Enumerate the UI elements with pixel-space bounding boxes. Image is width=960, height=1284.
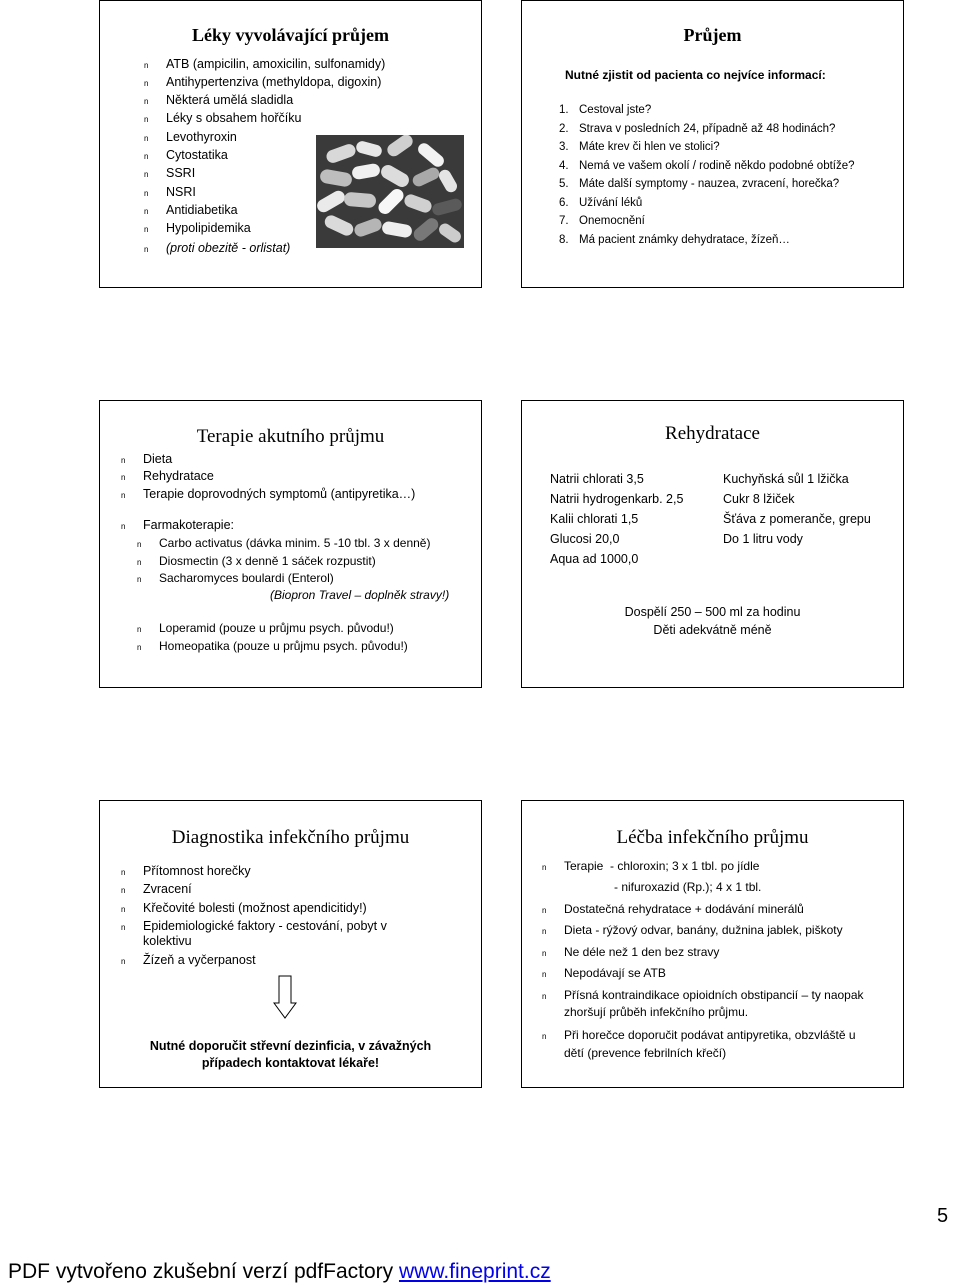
list-item: n Antihypertenziva (methyldopa, digoxin) [144,75,382,89]
question-item: 7. Onemocnění [559,215,645,227]
sub-item: n Sacharomyces boulardi (Enterol) [137,571,334,585]
list-item: n Antidiabetika [144,203,238,217]
list-item: n (proti obezitě - orlistat) [144,241,291,255]
list-item: n Terapie - chloroxin; 3 x 1 tbl. po jídle [542,859,760,873]
home-recipe-line: Kuchyňská sůl 1 lžička [723,472,849,486]
recommendation-text: Nutné doporučit střevní dezinficia, v závažných [149,1039,432,1053]
list-item: n Žízeň a vyčerpanost [121,953,256,967]
sub-item: n Carbo activatus (dávka minim. 5 -10 tbl. 3 x denně) [137,536,431,550]
list-item-continuation: dětí (prevence febrilních křečí) [564,1046,727,1060]
slide-title: Diagnostika infekčního průjmu [171,827,410,848]
recipe-line: Aqua ad 1000,0 [550,552,639,566]
home-recipe-line: Do 1 litru vody [723,532,803,546]
question-item: 3. Máte krev či hlen ve stolici? [559,141,720,153]
list-item: n Léky s obsahem hořčíku [144,111,302,125]
list-item: n Levothyroxin [144,130,237,144]
list-item: n Dostatečná rehydratace + dodávání minerálů [542,902,804,916]
list-item: n Hypolipidemika [144,221,251,235]
sub-item: n Loperamid (pouze u průjmu psych. původu!) [137,621,394,635]
question-item: 1. Cestoval jste? [559,104,652,116]
recipe-line: Glucosi 20,0 [550,532,620,546]
list-item: n Cytostatika [144,148,228,162]
recipe-line: Natrii hydrogenkarb. 2,5 [550,492,684,506]
list-item: n NSRI [144,185,196,199]
list-item: n Ne déle než 1 den bez stravy [542,945,720,959]
slide-drug-induced-diarrhea [99,0,482,288]
list-item: n Farmakoterapie: [121,518,235,532]
intro-text: Nutné zjistit od pacienta co nejvíce informací: [565,68,826,82]
sub-item: n Homeopatika (pouze u průjmu psych. původu!) [137,639,408,653]
list-item: n SSRI [144,166,196,180]
slide-title: Rehydratace [665,423,760,444]
slide-title: Průjem [683,25,742,45]
pdf-footer [8,1260,551,1284]
list-item-continuation: - nifuroxazid (Rp.); 4 x 1 tbl. [614,880,762,894]
home-recipe-line: Šťáva z pomeranče, grepu [723,512,871,526]
question-item: 2. Strava v posledních 24, případně až 48 hodinách? [559,123,836,135]
slide-title: Léky vyvolávající průjem [192,25,389,45]
pills-photo [316,135,464,248]
footer-link[interactable]: www.fineprint.cz [398,1260,551,1283]
list-item: n Terapie doprovodných symptomů (antipyretika…) [121,487,416,501]
list-item: n Dieta [121,452,173,466]
footer-text: PDF vytvořeno zkušební verzí pdfFactory [8,1260,399,1283]
list-item: n Dieta - rýžový odvar, banány, dužnina jablek, piškoty [542,923,843,937]
recipe-line: Kalii chlorati 1,5 [550,512,639,526]
slide-title: Terapie akutního průjmu [196,426,385,447]
down-arrow-icon [273,975,297,1019]
list-item: n Rehydratace [121,469,214,483]
recipe-line: Natrii chlorati 3,5 [550,472,644,486]
question-item: 5. Máte další symptomy - nauzea, zvracení, horečka? [559,178,840,190]
page-number: 5 [937,1205,949,1227]
list-item: n Některá umělá sladidla [144,93,294,107]
list-item: n Epidemiologické faktory - cestování, pobyt v [121,919,387,933]
list-item: n Přísná kontraindikace opioidních obstipancií – ty naopak [542,988,864,1002]
question-item: 4. Nemá ve vašem okolí / rodině někdo podobné obtíže? [559,160,855,172]
list-item: n Přítomnost horečky [121,864,251,878]
list-item-continuation: kolektivu [143,934,192,948]
sub-item: n Diosmectin (3 x denně 1 sáček rozpustit) [137,554,376,568]
recommendation-text: případech kontaktovat lékaře! [201,1056,380,1070]
slide-title: Léčba infekčního průjmu [616,827,809,848]
question-item: 8. Má pacient známky dehydratace, žízeň… [559,234,790,246]
list-item: n Zvracení [121,882,192,896]
list-item: n Nepodávají se ATB [542,966,666,980]
dosage-adults: Dospělí 250 – 500 ml za hodinu [624,605,801,619]
list-item: n ATB (ampicilin, amoxicilin, sulfonamidy) [144,57,386,71]
note-text: (Biopron Travel – doplněk stravy!) [270,588,450,602]
home-recipe-line: Cukr 8 lžiček [723,492,795,506]
dosage-children: Děti adekvátně méně [653,623,772,637]
list-item-continuation: zhoršují průběh infekčního průjmu. [564,1005,749,1019]
list-item: n Křečovité bolesti (možnost apendicitidy!) [121,901,367,915]
question-item: 6. Užívání léků [559,197,643,209]
list-item: n Při horečce doporučit podávat antipyretika, obzvláště u [542,1028,856,1042]
slide-infectious-treatment [521,800,904,1088]
